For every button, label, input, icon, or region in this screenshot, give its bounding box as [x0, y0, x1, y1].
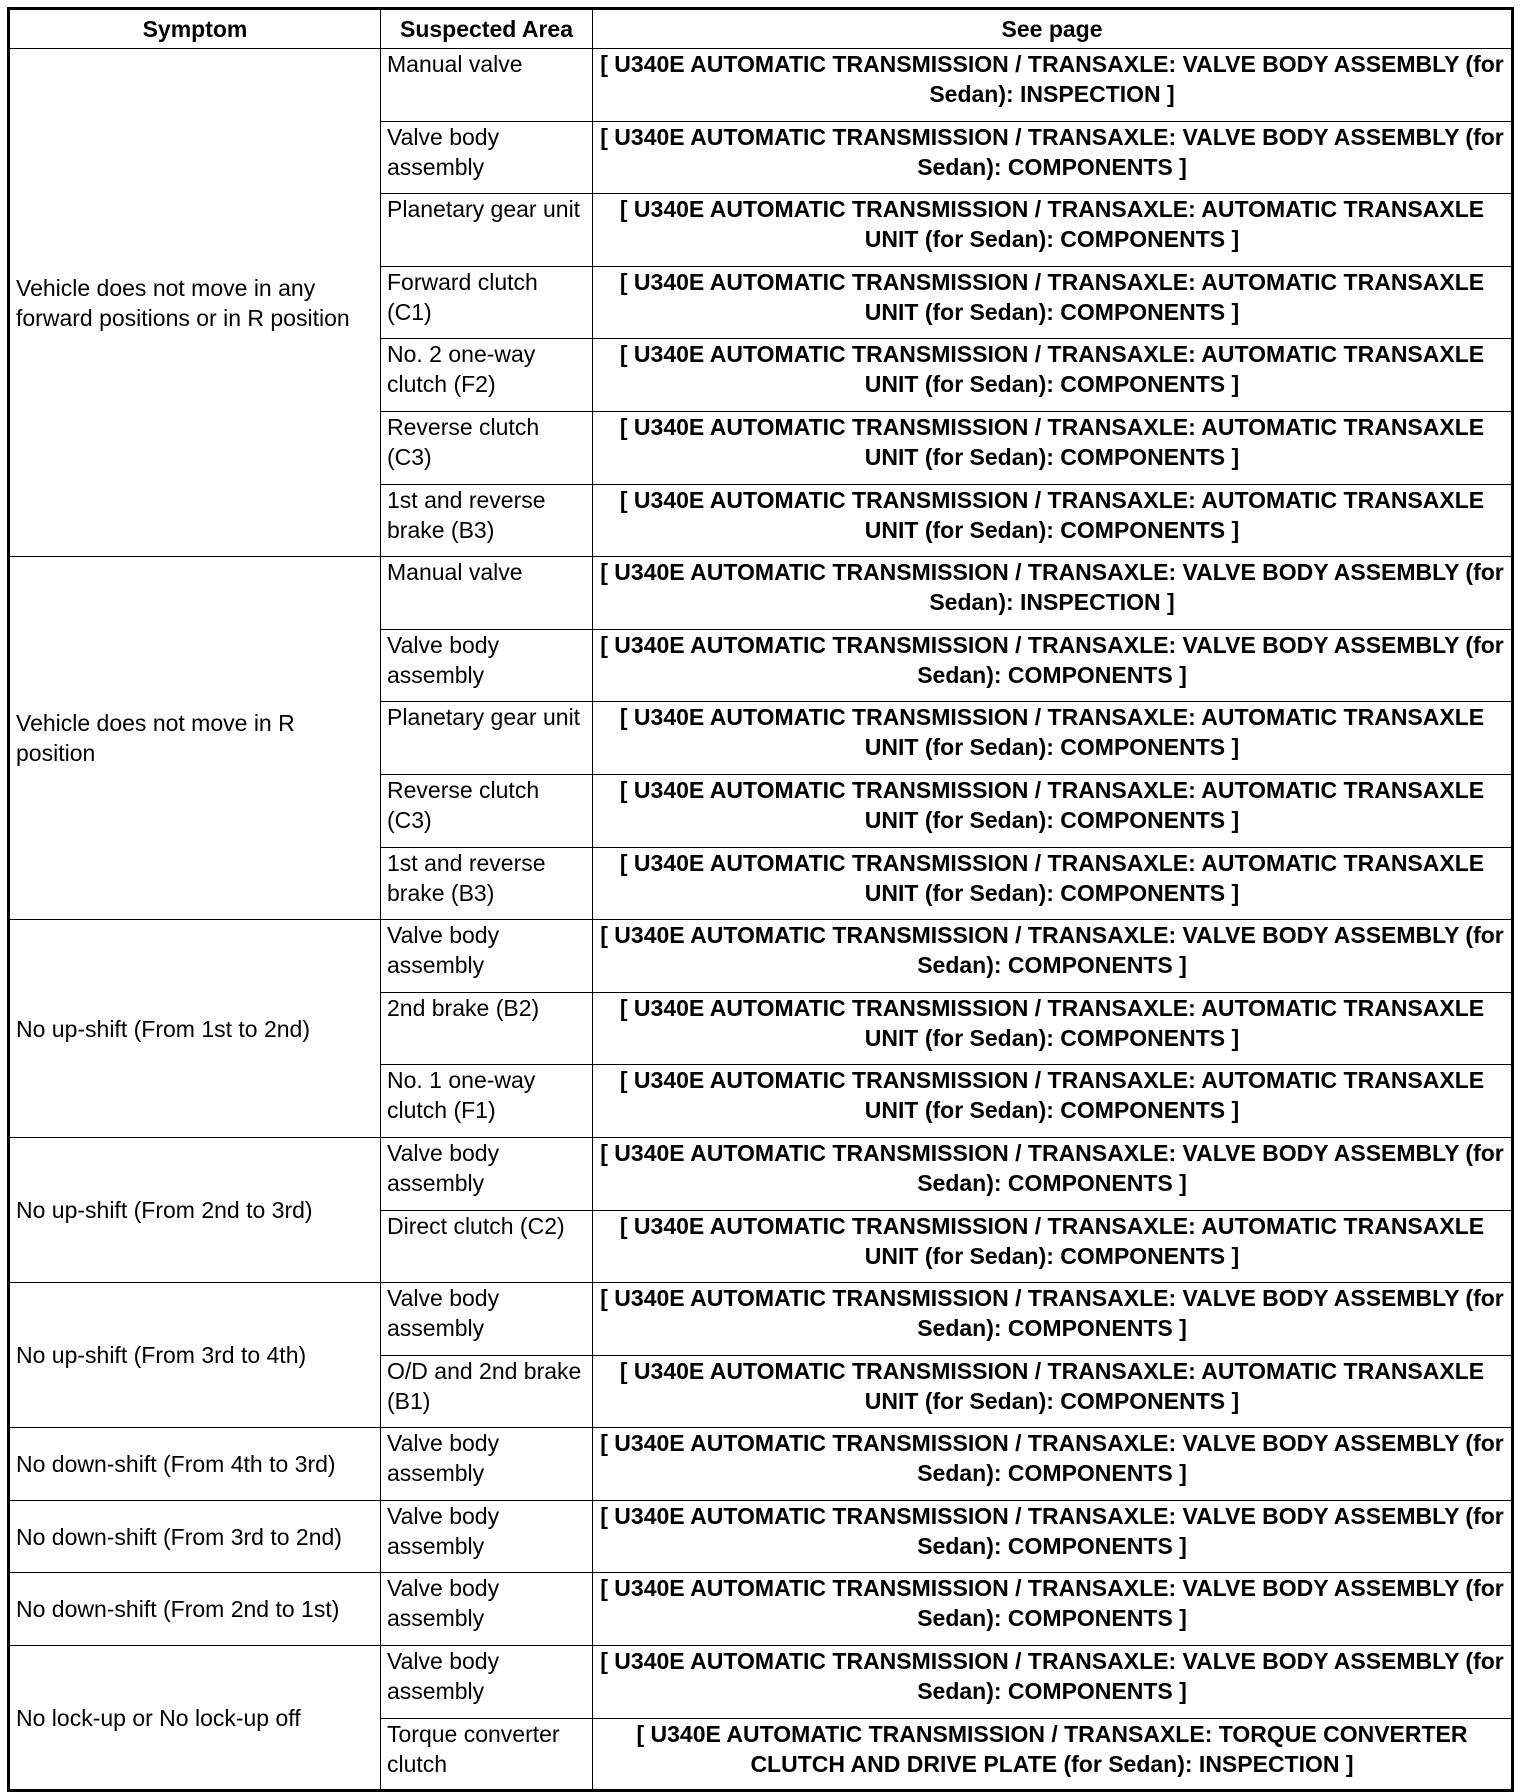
suspected-area-cell: Valve body assembly [381, 1646, 593, 1719]
symptom-cell: No up-shift (From 3rd to 4th) [9, 1283, 381, 1428]
suspected-area-cell: 1st and reverse brake (B3) [381, 484, 593, 557]
see-page-link[interactable]: [ U340E AUTOMATIC TRANSMISSION / TRANSAXLE: VALVE BODY ASSEMBLY (for Sedan): COMPONENTS ] [593, 1283, 1513, 1356]
table-row [9, 49, 1513, 122]
table-row [9, 1500, 1513, 1573]
see-page-link[interactable]: [ U340E AUTOMATIC TRANSMISSION / TRANSAXLE: AUTOMATIC TRANSAXLE UNIT (for Sedan): COMPONENTS ] [593, 339, 1513, 412]
see-page-link[interactable]: [ U340E AUTOMATIC TRANSMISSION / TRANSAXLE: VALVE BODY ASSEMBLY (for Sedan): COMPONENTS ] [593, 1428, 1513, 1501]
table-row [9, 1573, 1513, 1646]
see-page-link[interactable]: [ U340E AUTOMATIC TRANSMISSION / TRANSAXLE: AUTOMATIC TRANSAXLE UNIT (for Sedan): COMPONENTS ] [593, 484, 1513, 557]
suspected-area-cell: Reverse clutch (C3) [381, 411, 593, 484]
header-see-page: See page [593, 9, 1513, 49]
symptom-cell: No up-shift (From 2nd to 3rd) [9, 1137, 381, 1282]
see-page-link[interactable]: [ U340E AUTOMATIC TRANSMISSION / TRANSAXLE: VALVE BODY ASSEMBLY (for Sedan): COMPONENTS ] [593, 1500, 1513, 1573]
see-page-link[interactable]: [ U340E AUTOMATIC TRANSMISSION / TRANSAXLE: AUTOMATIC TRANSAXLE UNIT (for Sedan): COMPONENTS ] [593, 1065, 1513, 1138]
suspected-area-cell: Valve body assembly [381, 1573, 593, 1646]
suspected-area-cell: No. 2 one-way clutch (F2) [381, 339, 593, 412]
suspected-area-cell: Planetary gear unit [381, 194, 593, 267]
table-row [9, 920, 1513, 993]
suspected-area-cell: Reverse clutch (C3) [381, 774, 593, 847]
suspected-area-cell: Manual valve [381, 557, 593, 630]
header-suspected-area: Suspected Area [381, 9, 593, 49]
suspected-area-cell: Valve body assembly [381, 1500, 593, 1573]
symptom-cell: Vehicle does not move in R position [9, 557, 381, 920]
suspected-area-cell: Planetary gear unit [381, 702, 593, 775]
see-page-link[interactable]: [ U340E AUTOMATIC TRANSMISSION / TRANSAXLE: AUTOMATIC TRANSAXLE UNIT (for Sedan): COMPONENTS ] [593, 1355, 1513, 1428]
see-page-link[interactable]: [ U340E AUTOMATIC TRANSMISSION / TRANSAXLE: VALVE BODY ASSEMBLY (for Sedan): COMPONENTS ] [593, 629, 1513, 702]
table-row [9, 557, 1513, 630]
see-page-link[interactable]: [ U340E AUTOMATIC TRANSMISSION / TRANSAXLE: VALVE BODY ASSEMBLY (for Sedan): COMPONENTS ] [593, 121, 1513, 194]
see-page-link[interactable]: [ U340E AUTOMATIC TRANSMISSION / TRANSAXLE: AUTOMATIC TRANSAXLE UNIT (for Sedan): COMPONENTS ] [593, 266, 1513, 339]
table-row [9, 1137, 1513, 1210]
suspected-area-cell: Valve body assembly [381, 121, 593, 194]
troubleshooting-table [7, 7, 1514, 1792]
suspected-area-cell: Valve body assembly [381, 629, 593, 702]
see-page-link[interactable]: [ U340E AUTOMATIC TRANSMISSION / TRANSAXLE: AUTOMATIC TRANSAXLE UNIT (for Sedan): COMPONENTS ] [593, 847, 1513, 920]
symptom-cell: No down-shift (From 2nd to 1st) [9, 1573, 381, 1646]
see-page-link[interactable]: [ U340E AUTOMATIC TRANSMISSION / TRANSAXLE: VALVE BODY ASSEMBLY (for Sedan): COMPONENTS ] [593, 1137, 1513, 1210]
see-page-link[interactable]: [ U340E AUTOMATIC TRANSMISSION / TRANSAXLE: AUTOMATIC TRANSAXLE UNIT (for Sedan): COMPONENTS ] [593, 702, 1513, 775]
suspected-area-cell: Torque converter clutch [381, 1718, 593, 1791]
suspected-area-cell: Valve body assembly [381, 920, 593, 993]
see-page-link[interactable]: [ U340E AUTOMATIC TRANSMISSION / TRANSAXLE: VALVE BODY ASSEMBLY (for Sedan): INSPECTION ] [593, 49, 1513, 122]
see-page-link[interactable]: [ U340E AUTOMATIC TRANSMISSION / TRANSAXLE: VALVE BODY ASSEMBLY (for Sedan): COMPONENTS ] [593, 1573, 1513, 1646]
suspected-area-cell: No. 1 one-way clutch (F1) [381, 1065, 593, 1138]
see-page-link[interactable]: [ U340E AUTOMATIC TRANSMISSION / TRANSAXLE: VALVE BODY ASSEMBLY (for Sedan): COMPONENTS ] [593, 1646, 1513, 1719]
see-page-link[interactable]: [ U340E AUTOMATIC TRANSMISSION / TRANSAXLE: AUTOMATIC TRANSAXLE UNIT (for Sedan): COMPONENTS ] [593, 992, 1513, 1065]
table-row [9, 1283, 1513, 1356]
suspected-area-cell: 2nd brake (B2) [381, 992, 593, 1065]
header-row [9, 9, 1513, 49]
suspected-area-cell: Valve body assembly [381, 1428, 593, 1501]
symptom-cell: No lock-up or No lock-up off [9, 1646, 381, 1791]
symptom-cell: No up-shift (From 1st to 2nd) [9, 920, 381, 1138]
suspected-area-cell: Forward clutch (C1) [381, 266, 593, 339]
table-row [9, 1646, 1513, 1719]
see-page-link[interactable]: [ U340E AUTOMATIC TRANSMISSION / TRANSAXLE: AUTOMATIC TRANSAXLE UNIT (for Sedan): COMPONENTS ] [593, 1210, 1513, 1283]
table-row [9, 1428, 1513, 1501]
symptom-cell: Vehicle does not move in any forward positions or in R position [9, 49, 381, 557]
see-page-link[interactable]: [ U340E AUTOMATIC TRANSMISSION / TRANSAXLE: AUTOMATIC TRANSAXLE UNIT (for Sedan): COMPONENTS ] [593, 411, 1513, 484]
suspected-area-cell: Valve body assembly [381, 1137, 593, 1210]
see-page-link[interactable]: [ U340E AUTOMATIC TRANSMISSION / TRANSAXLE: VALVE BODY ASSEMBLY (for Sedan): COMPONENTS ] [593, 920, 1513, 993]
table-body [9, 49, 1513, 1791]
suspected-area-cell: Valve body assembly [381, 1283, 593, 1356]
see-page-link[interactable]: [ U340E AUTOMATIC TRANSMISSION / TRANSAXLE: VALVE BODY ASSEMBLY (for Sedan): INSPECTION ] [593, 557, 1513, 630]
symptom-cell: No down-shift (From 4th to 3rd) [9, 1428, 381, 1501]
suspected-area-cell: 1st and reverse brake (B3) [381, 847, 593, 920]
symptom-cell: No down-shift (From 3rd to 2nd) [9, 1500, 381, 1573]
see-page-link[interactable]: [ U340E AUTOMATIC TRANSMISSION / TRANSAXLE: TORQUE CONVERTER CLUTCH AND DRIVE PLATE (for Sedan): INSPECTION ] [593, 1718, 1513, 1791]
see-page-link[interactable]: [ U340E AUTOMATIC TRANSMISSION / TRANSAXLE: AUTOMATIC TRANSAXLE UNIT (for Sedan): COMPONENTS ] [593, 194, 1513, 267]
see-page-link[interactable]: [ U340E AUTOMATIC TRANSMISSION / TRANSAXLE: AUTOMATIC TRANSAXLE UNIT (for Sedan): COMPONENTS ] [593, 774, 1513, 847]
header-symptom: Symptom [9, 9, 381, 49]
suspected-area-cell: Manual valve [381, 49, 593, 122]
suspected-area-cell: O/D and 2nd brake (B1) [381, 1355, 593, 1428]
suspected-area-cell: Direct clutch (C2) [381, 1210, 593, 1283]
